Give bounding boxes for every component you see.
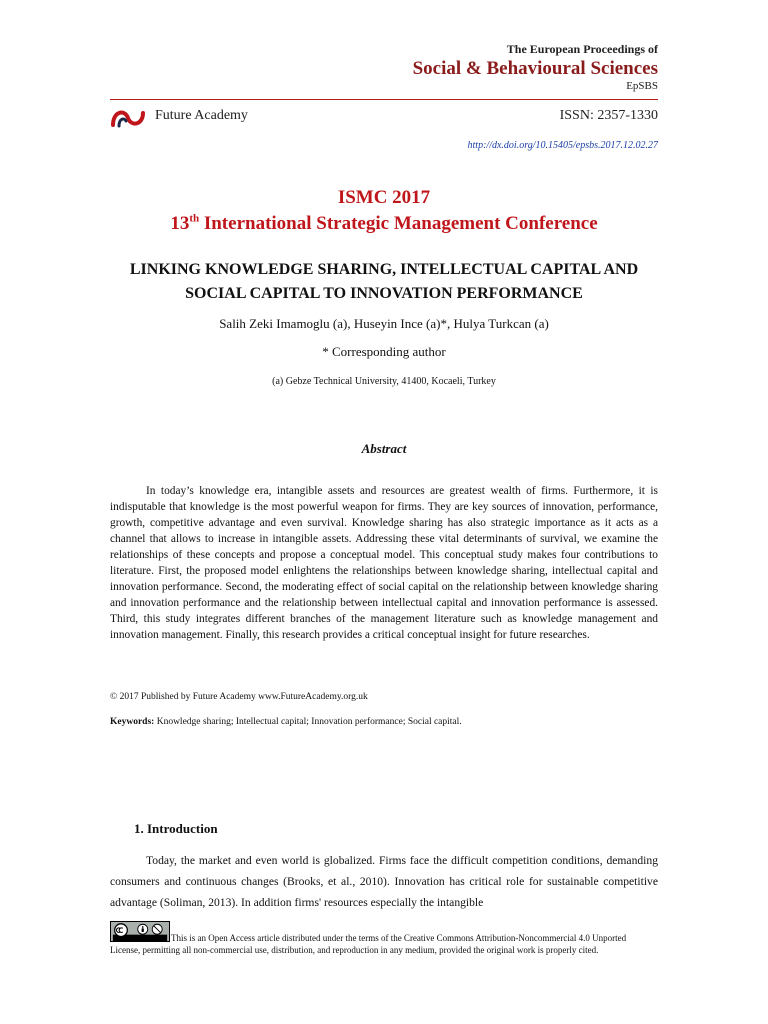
abstract-text: In today’s knowledge era, intangible assets and resources are greatest wealth of firms. Furthermore, it is indisputable that knowledge is the most powerful weapon for firms. They are key sources of innovation, performance, growth, competitive advantage and even survival. Knowledge sharing has also strategic importance as it acts as a channel that allows to increase in intangible assets. Addressing these vital determinants of survival, we examine the relationships of these concepts and propose a conceptual model. This conceptual study makes four contributions to literature. First, the proposed model enlightens the relationships between knowledge sharing, intellectual capital and innovation performance. Second, the moderating effect of social capital on the relationship between knowledge sharing and innovation performance and the relationship between intellectual capital and innovation performance is assessed. Third, this study integrates different branches of the management literature such as knowledge management and innovation management. Finally, this research provides a critical conceptual insight for future researches. (110, 485, 658, 641)
header-divider (110, 99, 658, 100)
journal-prefix: The European Proceedings of (506, 42, 658, 56)
section-heading-introduction: 1. Introduction (134, 821, 218, 836)
abstract-heading: Abstract (361, 441, 407, 456)
corresponding-author-note: * Corresponding author (322, 344, 446, 359)
conference-full-title (0, 213, 768, 235)
conference-short-title: ISMC 2017 (337, 187, 431, 208)
issn: ISSN: 2357-1330 (559, 108, 658, 123)
author-list: Salih Zeki Imamoglu (a), Huseyin Ince (a)*, Hulya Turkcan (a) (219, 316, 549, 331)
future-academy-logo-icon (110, 107, 150, 129)
introduction-text: Today, the market and even world is globalized. Firms face the difficult competition conditions, demanding consumers and continuous changes (Brooks, et al., 2010). Innovation has critical role for sustainable competitive advantage (Soliman, 2013). In addition firms' resources especially the intangible (110, 854, 658, 909)
keywords (110, 717, 462, 727)
copyright-notice: © 2017 Published by Future Academy www.FutureAcademy.org.uk (110, 692, 368, 702)
journal-name: Social & Behavioural Sciences (412, 58, 658, 79)
paper-title: LINKING KNOWLEDGE SHARING, INTELLECTUAL CAPITAL AND SOCIAL CAPITAL TO INNOVATION PERFORMANCE (129, 261, 639, 302)
journal-abbreviation: EpSBS (626, 80, 658, 92)
affiliation: (a) Gebze Technical University, 41400, Kocaeli, Turkey (272, 376, 496, 387)
open-access-license-notice: This is an Open Access article distributed under the terms of the Creative Commons Attribution-Noncommercial 4.0 Unported License, permitting all non-commercial use, distribution, and reproduction in any medium, provided the original work is properly cited. (110, 933, 627, 955)
conference-number-suffix: th (189, 212, 200, 225)
keywords-label: Keywords: (110, 717, 155, 727)
keywords-text: Knowledge sharing; Intellectual capital; Innovation performance; Social capital. (156, 717, 462, 727)
conference-long-name: International Strategic Management Conference (203, 213, 598, 234)
conference-number: 13 (170, 213, 190, 234)
doi-link[interactable]: http://dx.doi.org/10.15405/epsbs.2017.12.02.27 (467, 140, 658, 151)
publisher-name: Future Academy (155, 108, 248, 123)
